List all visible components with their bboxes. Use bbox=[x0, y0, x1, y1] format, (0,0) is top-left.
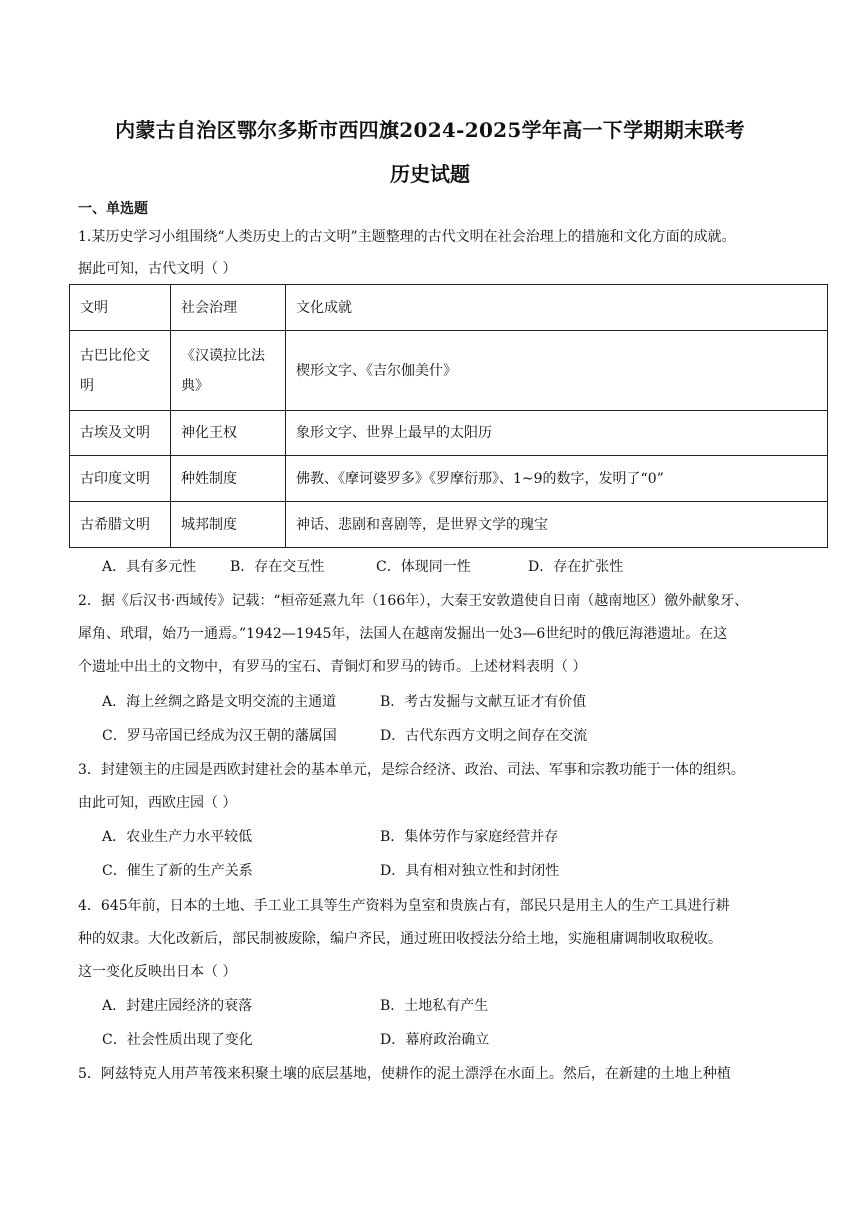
table-cell: 城邦制度 bbox=[171, 502, 286, 548]
q2-stem-line2: 犀角、玳瑁，始乃一通焉。”1942—1945年，法国人在越南发掘出一处3—6世纪时的俄厄海港遗址。在这 bbox=[78, 626, 728, 642]
q4-stem-line2: 种的奴隶。大化改新后，部民制被废除，编户齐民，通过班田收授法分给土地，实施租庸调制收取税收。 bbox=[78, 931, 722, 947]
table-cell: 古印度文明 bbox=[70, 456, 171, 502]
q3-option-d[interactable]: D．具有相对独立性和封闭性 bbox=[380, 863, 560, 879]
table-header-cell: 文明 bbox=[70, 285, 171, 331]
table-cell: 象形文字、世界上最早的太阳历 bbox=[286, 411, 828, 456]
table-cell: 古埃及文明 bbox=[70, 411, 171, 456]
q3-option-b[interactable]: B．集体劳作与家庭经营并存 bbox=[380, 829, 559, 845]
table-cell: 神化王权 bbox=[171, 411, 286, 456]
q5-stem-line1: 5．阿兹特克人用芦苇筏来积聚土壤的底层基地，使耕作的泥土漂浮在水面上。然后，在新建的土地上种植 bbox=[78, 1066, 731, 1082]
cell-line: 典》 bbox=[181, 377, 209, 394]
section-heading: 一、单选题 bbox=[78, 201, 148, 217]
q4-stem-line3: 这一变化反映出日本（ ） bbox=[78, 964, 237, 980]
civilization-table bbox=[69, 284, 828, 548]
q4-stem-line1: 4．645年前，日本的土地、手工业工具等生产资料为皇室和贵族占有，部民只是用主人的生产工具进行耕 bbox=[78, 898, 730, 914]
table-header-row bbox=[70, 285, 828, 331]
q4-option-c[interactable]: C．社会性质出现了变化 bbox=[102, 1032, 253, 1048]
q3-option-c[interactable]: C．催生了新的生产关系 bbox=[102, 863, 253, 879]
q3-stem-line2: 由此可知，西欧庄园（ ） bbox=[78, 795, 237, 811]
table-cell bbox=[70, 331, 171, 411]
table-header-cell: 文化成就 bbox=[286, 285, 828, 331]
q2-option-c[interactable]: C．罗马帝国已经成为汉王朝的藩属国 bbox=[102, 728, 337, 744]
table-row bbox=[70, 331, 828, 411]
table-cell: 神话、悲剧和喜剧等，是世界文学的瑰宝 bbox=[286, 502, 828, 548]
q1-option-b[interactable]: B．存在交互性 bbox=[230, 559, 325, 575]
exam-subtitle: 历史试题 bbox=[390, 162, 470, 186]
cell-line: 明 bbox=[80, 377, 94, 394]
q4-option-a[interactable]: A．封建庄园经济的衰落 bbox=[102, 998, 253, 1014]
table-row bbox=[70, 502, 828, 548]
q2-option-d[interactable]: D．古代东西方文明之间存在交流 bbox=[380, 728, 588, 744]
exam-title: 内蒙古自治区鄂尔多斯市西四旗2024-2025学年高一下学期期末联考 bbox=[115, 118, 745, 142]
q2-stem-line3: 个遗址中出土的文物中，有罗马的宝石、青铜灯和罗马的铸币。上述材料表明（ ） bbox=[78, 659, 587, 675]
table-cell: 佛教、《摩诃婆罗多》《罗摩衍那》、1~9的数字，发明了“0” bbox=[286, 456, 828, 502]
q3-option-a[interactable]: A．农业生产力水平较低 bbox=[102, 829, 253, 845]
table-row bbox=[70, 411, 828, 456]
table-cell bbox=[171, 331, 286, 411]
table-cell: 古希腊文明 bbox=[70, 502, 171, 548]
cell-line: 《汉谟拉比法 bbox=[181, 347, 265, 364]
q1-stem-line1: 1.某历史学习小组围绕“人类历史上的古文明”主题整理的古代文明在社会治理上的措施和文化方面的成就。 bbox=[78, 229, 736, 245]
q3-stem-line1: 3．封建领主的庄园是西欧封建社会的基本单元，是综合经济、政治、司法、军事和宗教功能于一体的组织。 bbox=[78, 762, 745, 778]
table-cell: 楔形文字、《吉尔伽美什》 bbox=[286, 331, 828, 411]
cell-line: 古巴比伦文 bbox=[80, 347, 150, 364]
table-cell: 种姓制度 bbox=[171, 456, 286, 502]
q2-stem-line1: 2．据《后汉书·西域传》记载：“桓帝延熹九年（166年），大秦王安敦遣使自日南（越南地区）徼外献象牙、 bbox=[78, 593, 749, 609]
table-row bbox=[70, 456, 828, 502]
q4-option-b[interactable]: B．土地私有产生 bbox=[380, 998, 489, 1014]
q1-option-d[interactable]: D．存在扩张性 bbox=[528, 559, 624, 575]
q1-option-c[interactable]: C．体现同一性 bbox=[376, 559, 471, 575]
q2-option-a[interactable]: A．海上丝绸之路是文明交流的主通道 bbox=[102, 694, 337, 710]
table-header-cell: 社会治理 bbox=[171, 285, 286, 331]
q1-stem-line2: 据此可知，古代文明（ ） bbox=[78, 261, 237, 277]
q2-option-b[interactable]: B．考古发掘与文献互证才有价值 bbox=[380, 694, 587, 710]
q4-option-d[interactable]: D．幕府政治确立 bbox=[380, 1032, 490, 1048]
q1-option-a[interactable]: A．具有多元性 bbox=[102, 559, 197, 575]
